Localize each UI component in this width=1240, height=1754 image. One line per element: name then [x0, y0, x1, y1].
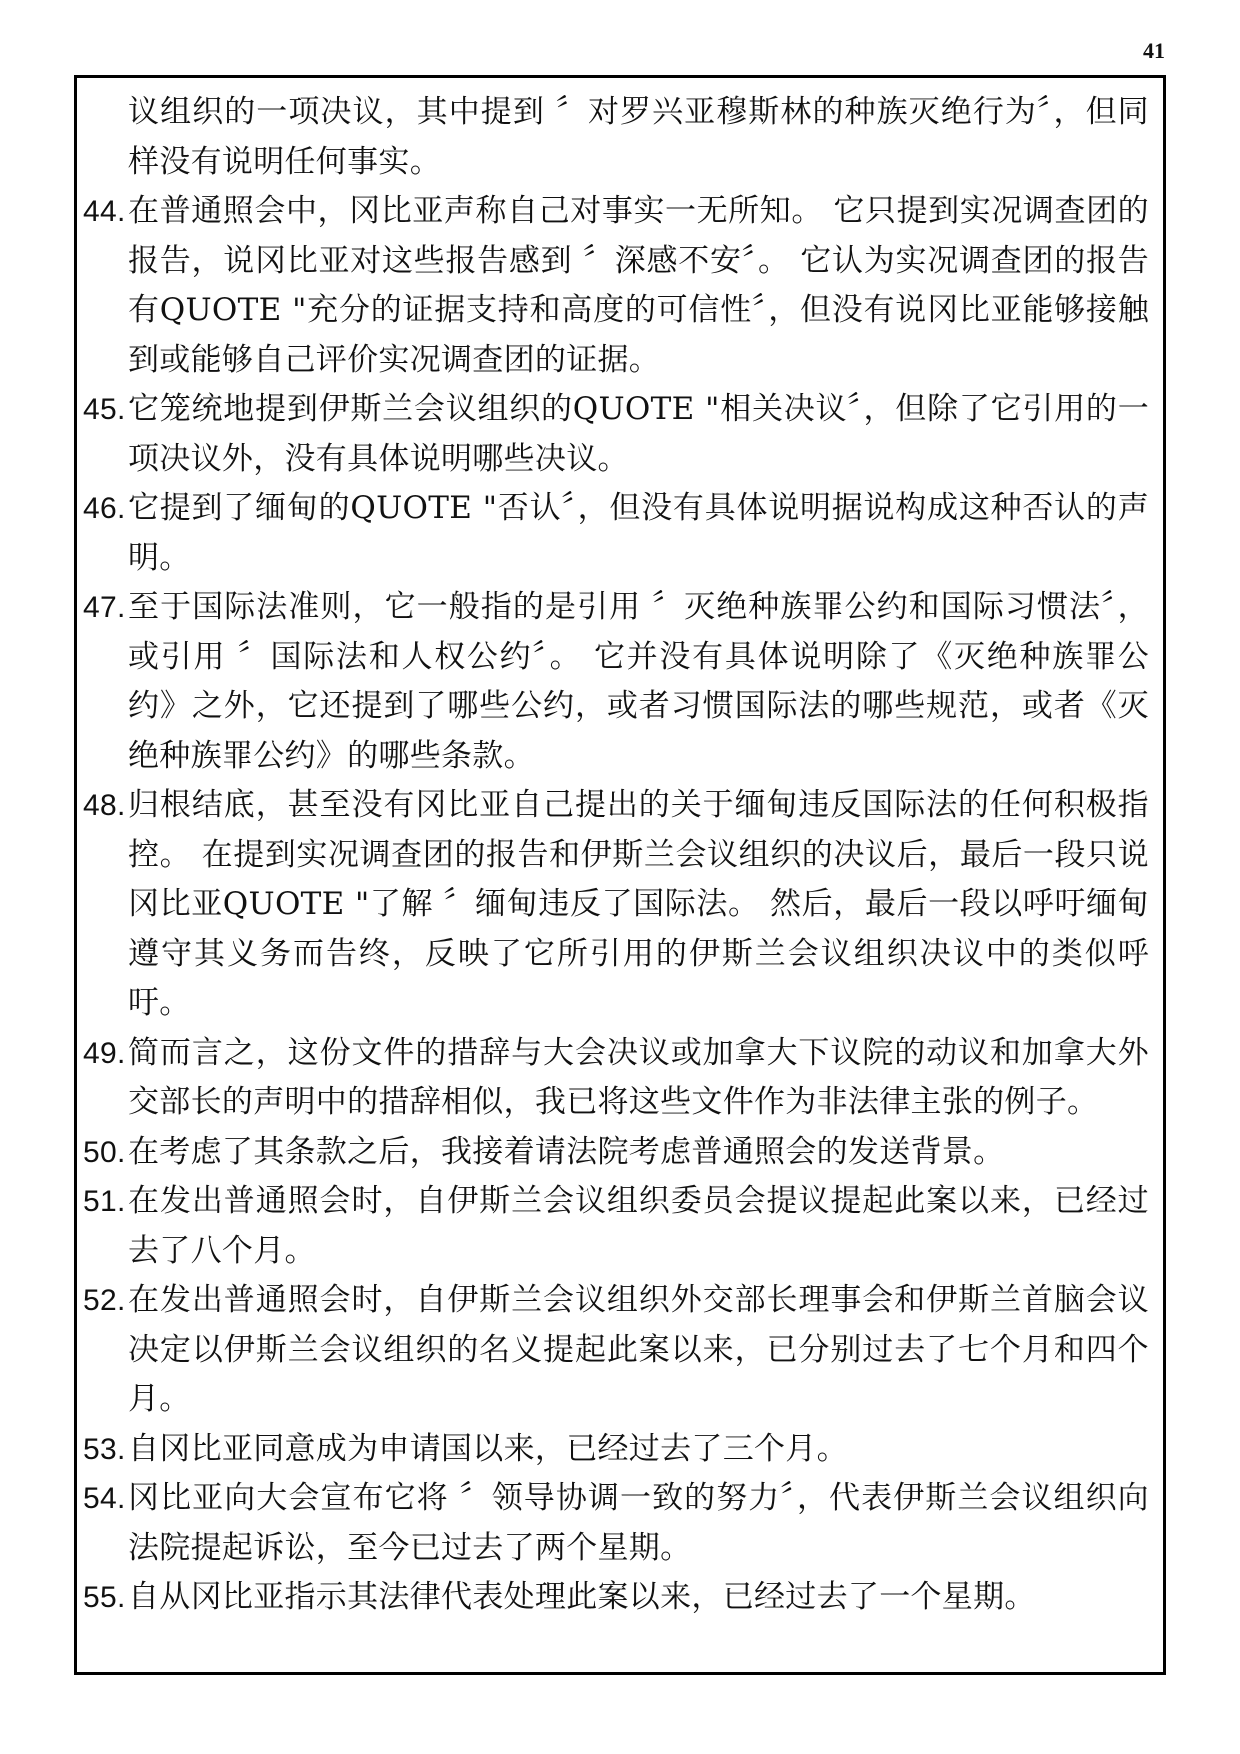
paragraph-53 — [83, 1425, 1149, 1475]
paragraph-46 — [83, 484, 1149, 583]
paragraph-number: 50. — [83, 1135, 126, 1169]
paragraph-number: 52. — [83, 1284, 126, 1317]
paragraph-text: 在普通照会中，冈比亚声称自己对事实一无所知。 它只提到实况调查团的报告，说冈比亚对这些报告感到 〞深感不安〞。 它认为实况调查团的报告有QUOTE "充分的证据支持和高度的可信性〞，但没有说冈比亚能够接触到或能够自己评价实况调查团的证据。 — [128, 193, 1149, 378]
paragraph-55 — [83, 1573, 1149, 1623]
paragraph-45 — [83, 385, 1149, 484]
paragraph-text: 归根结底，甚至没有冈比亚自己提出的关于缅甸违反国际法的任何积极指控。 在提到实况调查团的报告和伊斯兰会议组织的决议后，最后一段只说冈比亚QUOTE "了解 〞缅甸违反了国际法。 然后，最后一段以呼吁缅甸遵守其义务而告终，反映了它所引用的伊斯兰会议组织决议中的类似呼吁。 — [128, 787, 1149, 1021]
paragraph-text: 在发出普通照会时，自伊斯兰会议组织外交部长理事会和伊斯兰首脑会议决定以伊斯兰会议组织的名义提起此案以来，已分别过去了七个月和四个月。 — [128, 1282, 1149, 1417]
paragraph-text: 冈比亚向大会宣布它将 〞领导协调一致的努力〞，代表伊斯兰会议组织向法院提起诉讼，至今已过去了两个星期。 — [128, 1480, 1149, 1566]
paragraph-number: 47. — [83, 591, 126, 624]
paragraph-text: 简而言之，这份文件的措辞与大会决议或加拿大下议院的动议和加拿大外交部长的声明中的措辞相似，我已将这些文件作为非法律主张的例子。 — [128, 1034, 1149, 1120]
paragraph-text: 在发出普通照会时，自伊斯兰会议组织委员会提议提起此案以来，已经过去了八个月。 — [128, 1183, 1149, 1269]
paragraph-text: 它提到了缅甸的QUOTE "否认〞，但没有具体说明据说构成这种否认的声明。 — [128, 490, 1149, 576]
paragraph-text: 议组织的一项决议，其中提到 〞对罗兴亚穆斯林的种族灭绝行为〞，但同样没有说明任何事实。 — [128, 94, 1149, 180]
paragraph-51 — [83, 1177, 1149, 1276]
paragraph-number: 51. — [83, 1185, 126, 1218]
paragraph-47 — [83, 583, 1149, 781]
page-number: 41 — [1143, 38, 1165, 63]
paragraph-number: 53. — [83, 1432, 126, 1466]
text-frame — [74, 75, 1166, 1675]
paragraph-number: 44. — [83, 195, 126, 228]
paragraph-number: 55. — [83, 1581, 126, 1614]
paragraph-number: 46. — [83, 492, 126, 525]
paragraph-50 — [83, 1128, 1149, 1178]
paragraph-48 — [83, 781, 1149, 1029]
paragraph-number: 45. — [83, 393, 126, 426]
paragraph-number: 49. — [83, 1036, 126, 1070]
paragraph-text: 至于国际法准则，它一般指的是引用 〞灭绝种族罪公约和国际习惯法〞，或引用 〞国际法和人权公约〞。 它并没有具体说明除了《灭绝种族罪公约》之外，它还提到了哪些公约，或者习惯国际法的哪些规范，或者《灭绝种族罪公约》的哪些条款。 — [128, 589, 1149, 774]
paragraph-number: 54. — [83, 1482, 126, 1515]
paragraph-number: 48. — [83, 789, 126, 822]
paragraph-44 — [83, 187, 1149, 385]
paragraph-49 — [83, 1029, 1149, 1128]
paragraph-text: 在考虑了其条款之后，我接着请法院考虑普通照会的发送背景。 — [128, 1133, 1005, 1170]
paragraph-text: 自从冈比亚指示其法律代表处理此案以来，已经过去了一个星期。 — [128, 1579, 1036, 1615]
paragraph-text: 它笼统地提到伊斯兰会议组织的QUOTE "相关决议〞，但除了它引用的一项决议外，没有具体说明哪些决议。 — [128, 391, 1149, 477]
paragraph-continued — [83, 88, 1149, 187]
paragraph-52 — [83, 1276, 1149, 1425]
paragraph-54 — [83, 1474, 1149, 1573]
paragraph-text: 自冈比亚同意成为申请国以来，已经过去了三个月。 — [128, 1430, 848, 1467]
